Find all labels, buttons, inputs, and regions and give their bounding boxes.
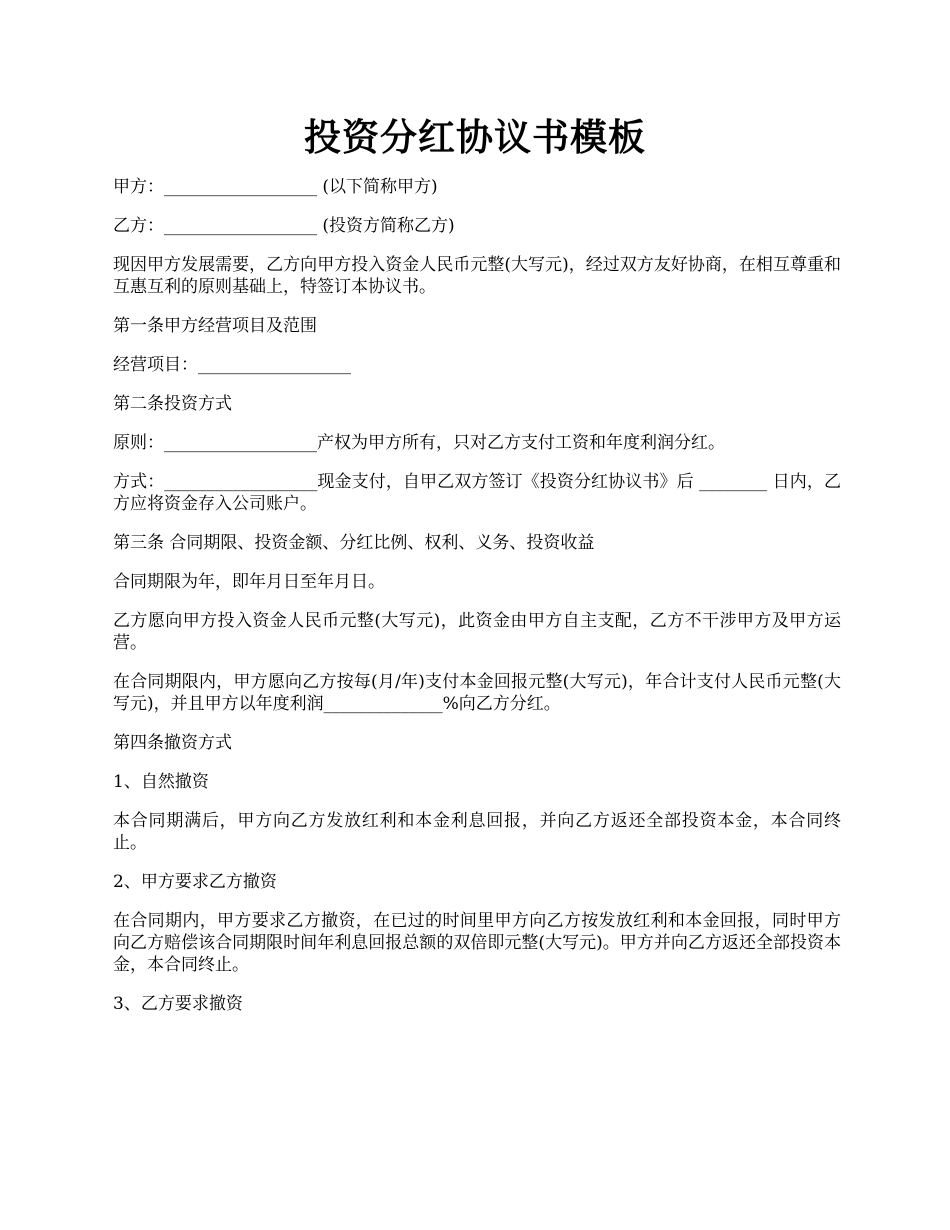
withdrawal-item-2-text: 在合同期内，甲方要求乙方撤资，在已过的时间里甲方向乙方按发放红利和本金回报，同时甲方向乙方赔偿该合同期限时间年利息回报总额的双倍即元整(大写元)。甲方并向乙方返还全部投资本金，本合同终止。 (113, 911, 841, 975)
withdrawal-item-2-heading: 2、甲方要求乙方撤资 (113, 872, 277, 892)
contract-term-line: 合同期限为年，即年月日至年月日。 (113, 572, 385, 592)
withdrawal-item-1-text: 本合同期满后，甲方向乙方发放红利和本金利息回报，并向乙方返还全部投资本金，本合同终止。 (113, 811, 841, 853)
article-4-heading: 第四条撤资方式 (113, 733, 232, 753)
investment-paragraph: 乙方愿向甲方投入资金人民币元整(大写元)，此资金由甲方自主支配，乙方不干涉甲方及甲方运营。 (113, 611, 841, 653)
principle-line: 原则：__________________产权为甲方所有，只对乙方支付工资和年度利润分红。 (113, 433, 725, 453)
document-title: 投资分红协议书模板 (304, 115, 646, 159)
article-1-heading: 第一条甲方经营项目及范围 (113, 316, 317, 336)
article-3-heading: 第三条 合同期限、投资金额、分红比例、权利、义务、投资收益 (113, 533, 595, 553)
withdrawal-item-1-heading: 1、自然撤资 (113, 772, 209, 792)
withdrawal-item-3-heading: 3、乙方要求撤资 (113, 994, 243, 1014)
return-paragraph: 在合同期限内，甲方愿向乙方按每(月/年)支付本金回报元整(大写元)，年合计支付人民币元整(大写元)，并且甲方以年度利润______________%向乙方分红。 (113, 672, 841, 714)
preamble-paragraph: 现因甲方发展需要，乙方向甲方投入资金人民币元整(大写元)，经过双方友好协商，在相互尊重和互惠互利的原则基础上，特签订本协议书。 (113, 255, 841, 297)
party-b-line: 乙方：__________________ (投资方简称乙方) (113, 216, 455, 236)
article-2-heading: 第二条投资方式 (113, 394, 232, 414)
document-body (113, 176, 841, 1032)
method-paragraph: 方式：__________________现金支付，自甲乙双方签订《投资分红协议书》后 ________ 日内，乙方应将资金存入公司账户。 (113, 472, 841, 514)
party-a-line: 甲方：__________________ (以下简称甲方) (113, 177, 438, 197)
business-project-line: 经营项目：__________________ (113, 355, 351, 375)
